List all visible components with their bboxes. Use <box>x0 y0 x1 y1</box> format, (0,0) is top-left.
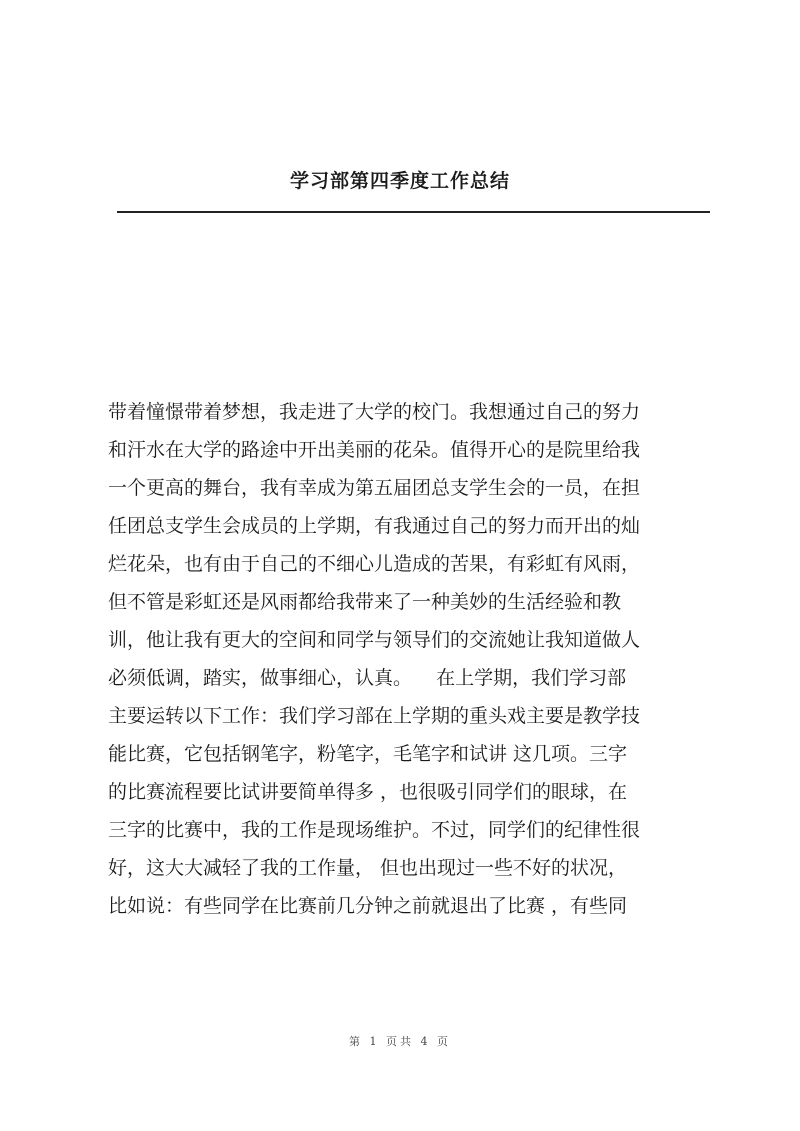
body-line: 一个更高的舞台，我有幸成为第五届团总支学生会的一员，在担 <box>108 477 641 499</box>
body-line: 任团总支学生会成员的上学期，有我通过自己的努力而开出的灿 <box>108 515 641 537</box>
body-line: 比如说：有些同学在比赛前几分钟之前就退出了比赛 ，有些同 <box>108 895 628 917</box>
body-line: 好，这大大减轻了我的工作量， 但也出现过一些不好的状况， <box>108 857 628 879</box>
body-line: 三字的比赛中，我的工作是现场维护。不过，同学们的纪律性很 <box>108 819 641 841</box>
body-line: 能比赛，它包括钢笔字，粉笔字，毛笔字和试讲 这几项。三字 <box>108 743 628 765</box>
body-line: 的比赛流程要比试讲要简单得多 ，也很吸引同学们的眼球，在 <box>108 781 628 803</box>
body-line: 带着憧憬带着梦想，我走进了大学的校门。我想通过自己的努力 <box>108 401 641 423</box>
body-text <box>108 397 714 929</box>
body-line: 主要运转以下工作：我们学习部在上学期的重头戏主要是教学技 <box>108 705 641 727</box>
title-underline <box>117 211 710 213</box>
body-line: 但不管是彩虹还是风雨都给我带来了一种美妙的生活经验和教 <box>108 591 622 613</box>
body-line: 训，他让我有更大的空间和同学与领导们的交流她让我知道做人 <box>108 629 641 651</box>
page-number-footer: 第 1 页共 4 页 <box>349 1035 451 1048</box>
body-line: 和汗水在大学的路途中开出美丽的花朵。值得开心的是院里给我 <box>108 439 641 461</box>
body-line: 必须低调，踏实，做事细心，认真。 在上学期，我们学习部 <box>108 667 627 689</box>
body-line: 烂花朵，也有由于自己的不细心儿造成的苦果，有彩虹有风雨， <box>108 553 641 575</box>
document-title: 学习部第四季度工作总结 <box>289 170 510 192</box>
